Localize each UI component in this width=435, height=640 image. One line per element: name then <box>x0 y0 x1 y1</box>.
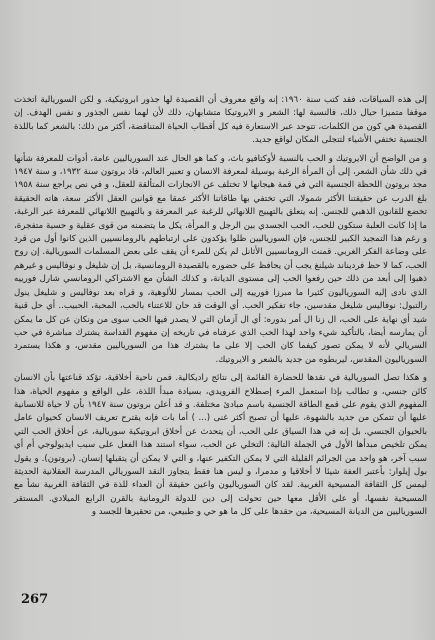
paragraph-1: إلى هذه السياقات، فقد كتب سنة ١٩٦٠: إنه واقع معروف أن القصيدة لها جذور ابروتيكية، و لكن السوريالية اتخذت موقفا متميزا حيال ذلك، فالنسبة لها: الشعر و الايروتيكا متشابهان، ذلك لأن لهما نفس الجذور و نفس الهدف. إن القصيدة هي كون من الكلمات، تتوحد عبر الاستعارة فيه كل أقطاب الحياة المتناقضة، أكثر من ذلك: بالشعر كما باللذة الجنسية تختفي الأشياء لتتجلى المكان لواقع جديد. <box>14 95 428 146</box>
page-number: 267 <box>21 592 49 607</box>
paragraph-3: و هكذا تصل السوريالية في نقدها للحضارة القائمة إلى نتائج راديكالية. فمن ناحية أخلاقية، تؤكد قناعتها بأن الانسان كائن جنسي، و تطالب بإذا استعمل المرء إصطلاح الفرويدي، بسيادة مبدأ اللذة، على الواقع و مفهوم الحياة، هذا المفهوم الذي يقوم على قمع الطاقة الجنسية باسم مبادئ مختلفة. و قد أعلن بروتون سنة ١٩٤٧ بأن لا حياة للانسانية عليها أن تتمكن من جديد بالشهوة، عليها أن تصبح أكثر غنى (... ) أما بات فإنه يقترح تعريف الانسان كحيوان عامل بالحيوان الجنسي. بل إنه في هذا السياق على الحب، أن يتحدث عن أخلاق ابروتيكية سوريالية، عن أخلاق الحب التي يمكن تلخيص مبدأها الأول في الجملة التالية: التخلي عن الحب، سواء استند هذا الفعل على سبب ايديولوجي أم أي سبب آخر، هو واحد من الجرائم القليلة التي لا يمكن التكفير عنها، و التي لا يمكن أن يتقبلها إنسان. (بروتون). و يقول بول إيلوار: بأعتبر العفة شيئا لا أخلاقيا و مدمرا، و ليس هنا فقط يتجاوز النقد السوريالي المدرسة العقلانية الحديثة ليمس كل الثقافة المسيحية الغربية. لقد كان السورياليون واعين حقيقة أن العداء للذة في الثقافة الغربية نشأ مع المسيحية نفسها، أو على الأقل معها حين تحولت إلى دين للدولة الرومانية بالقرن الرابع الميلادي. المستقر السورياليين من الديانة المسيحية، من حقدها على كل ما هو حي و طبيعي، من تحقيرها للجسد و <box>14 373 427 518</box>
paragraph-2: و من الواضح أن الايروتيك و الحب بالنسبة لأوكتافيو باث، و كما هو الحال عند السورياليين عامة، أدوات للمعرفة شأنها في ذلك شأن الشعر، إلى أن المرأة الرغبة بوسيلة لمعرفة الانسان و تعبير العالم، فاذ بروتون سنة ١٩٣٢، و سنة ١٩٤٧ مجد بروتون اللحظة الجنسية التي في قمة هيجانها لا تختلف عن الانجازات المتألقة للعقل، و في نص يراجع سنة ١٩٥٨ بلغ الدرب عن حقيقتنا الأكثر شمولا، التي تختفي بها طاقاتنا الأكثر عمقا مع قوانين العقل الأكثر سعة، هاته الحقيقة تخضع للقانون الذهبي للجنس. إنه يتعلق بالتهييج اللانهائي للرغبة عبر المعرفة و بالتهييج اللانهائي للمعرفة عبر الرغبة، ما إذا كانت العلبة ستكون للحب، الحب الجسدي بين الرجل و المرأة، يكل ما يتضمنه من قوى عقلية و حسية متفجرة، و رغم هذا التمجيد الكبير للجنس، فإن السورياليين ظلوا يؤكدون على ارتباطهم بالرومانسيين الذين كانوا أول من قرد على وضاعة الفكر الغربي. قمنت الرومانسيين الأثانل لم يكن للمرء أن يقف على بعض المسلمات السوريالية. إن روح الحب، كما لا حظ فرديناند شيلنغ يجب أن يحافظ على حضوره بالقصيدة الرومانسية، بل إن شليغل و نوفاليس و غيرهم ذهبوا إلى أبعد من ذلك حين رفعوا الحب إلى مستوى الديانة، و كذلك الشأن مع الاشتراكي الرومانسي شارل فورييه الذي نادى إليه السورياليون كثيرا ما مبرزا فورييه إلى الحب بمسار للألوهية، و قراه بعد نوفاليس و شليغل ينول رالتبول: نوفاليس شليغل مقدسين، جاء تفكير الحب. أي الوقت قد حان للاعتناء بالحب، المحبة، الحبيب.. أي حل قنية شيد أي نهاية على الحب، ال زنا ال أمر بدوره: أي ال آزمان التي لا يصدر فيها الحب سوى من ونكان عن كل ما يمكن أن يمارسه أيضا، بالتأكيد شيء واحد لهذا الحب الذي عرفناه في تاريخه إن مفهوم القداسة يشترك مباشرة في حب السريالي لأنه لا يمكن تصور كيفما كان الحب إلا على ما يشترك هذا من السورياليين مقدس، و هكذا يستمرد السورياليون المقدس، ليربطوه من جديد بالشعر و الايروتيك. <box>14 153 427 365</box>
body-text <box>14 94 427 525</box>
